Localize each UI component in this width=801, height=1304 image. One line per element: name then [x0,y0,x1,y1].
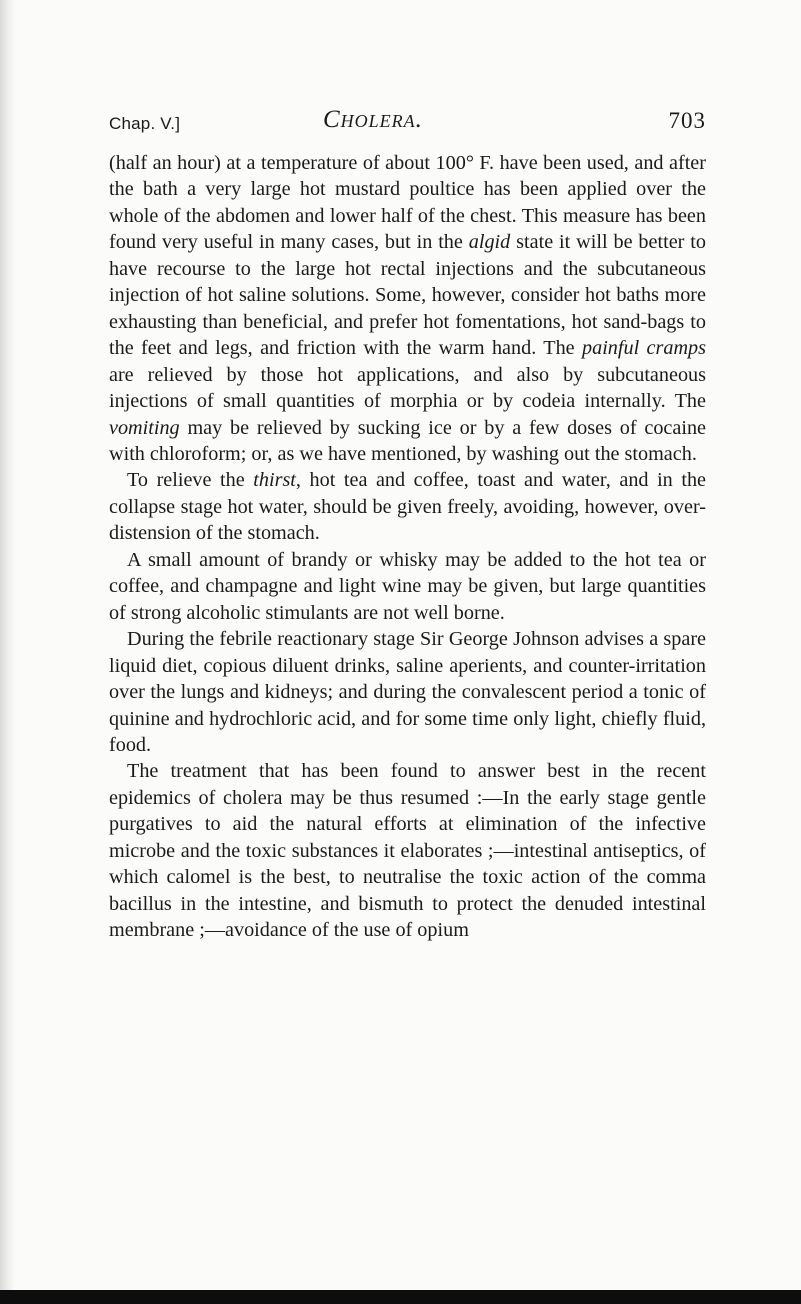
text-run: may be relieved by sucking ice or by a few doses of cocaine with chloroform; or, as we have mentioned, by washing out the stomach. [109,416,706,465]
paragraph-4 [109,626,706,758]
binding-shadow [0,0,16,1304]
paragraph-1 [109,150,706,467]
text-run: During the febrile reactionary stage Sir George Johnson advises a spare liquid diet, copious diluent drinks, saline aperients, and counter-irritation over the lungs and kidneys; and during the convalescent period a tonic of quinine and hydrochloric acid, and for some time only light, chiefly fluid, food. [109,628,706,756]
text-run: (half an hour) at a temperature of about 100° F. have been used, and after the bath a very large hot mustard poultice has been applied over the whole of the abdomen and lower half of the chest. This measure has been found very useful in many cases, but in the [109,152,706,254]
body-text [109,150,706,944]
scan-bottom-edge [0,1290,801,1304]
text-run: , hot tea and coffee, toast and water, and in the collapse stage hot water, should be given freely, avoiding, however, over-distension of the stomach. [109,469,707,545]
paragraph-3 [109,547,706,626]
text-run: To relieve the [127,469,254,492]
paragraph-5 [109,758,706,943]
paragraph-2 [109,467,706,546]
text-run: A small amount of brandy or whisky may be added to the hot tea or coffee, and champagne and light wine may be given, but large quantities of strong alcoholic stimulants are not well borne. [109,548,706,624]
text-run: The treatment that has been found to answer best in the recent epidemics of cholera may be thus resumed :—In the early stage gentle purgatives to aid the natural efforts at elimination of the infective microbe and the toxic substances it elaborates ;—intestinal antiseptics, of which calomel is the best, to neutralise the toxic action of the comma bacillus in the intestine, and bismuth to protect the denuded intestinal membrane ;—avoidance of the use of opium [109,760,706,942]
running-title: Cholera. [323,106,423,133]
chapter-label: Chap. V.] [109,114,181,133]
text-run: state it will be better to have recourse to the large hot rectal injections and the subcutaneous injection of hot saline solutions. Some, however, consider hot baths more exhausting than beneficial, and prefer hot fomentations, hot sand-bags to the feet and legs, and friction with the warm hand. The [109,231,706,360]
text-run: are relieved by those hot applications, and also by subcutaneous injections of small quantities of morphia or by codeia internally. The [109,363,706,413]
italic-term-vomiting: vomiting [109,416,180,439]
italic-term-thirst: thirst [253,469,296,492]
italic-term-algid: algid [468,231,511,254]
page-number: 703 [668,108,706,133]
italic-term-painful-cramps: painful cramps [582,337,707,360]
running-header [109,106,706,142]
